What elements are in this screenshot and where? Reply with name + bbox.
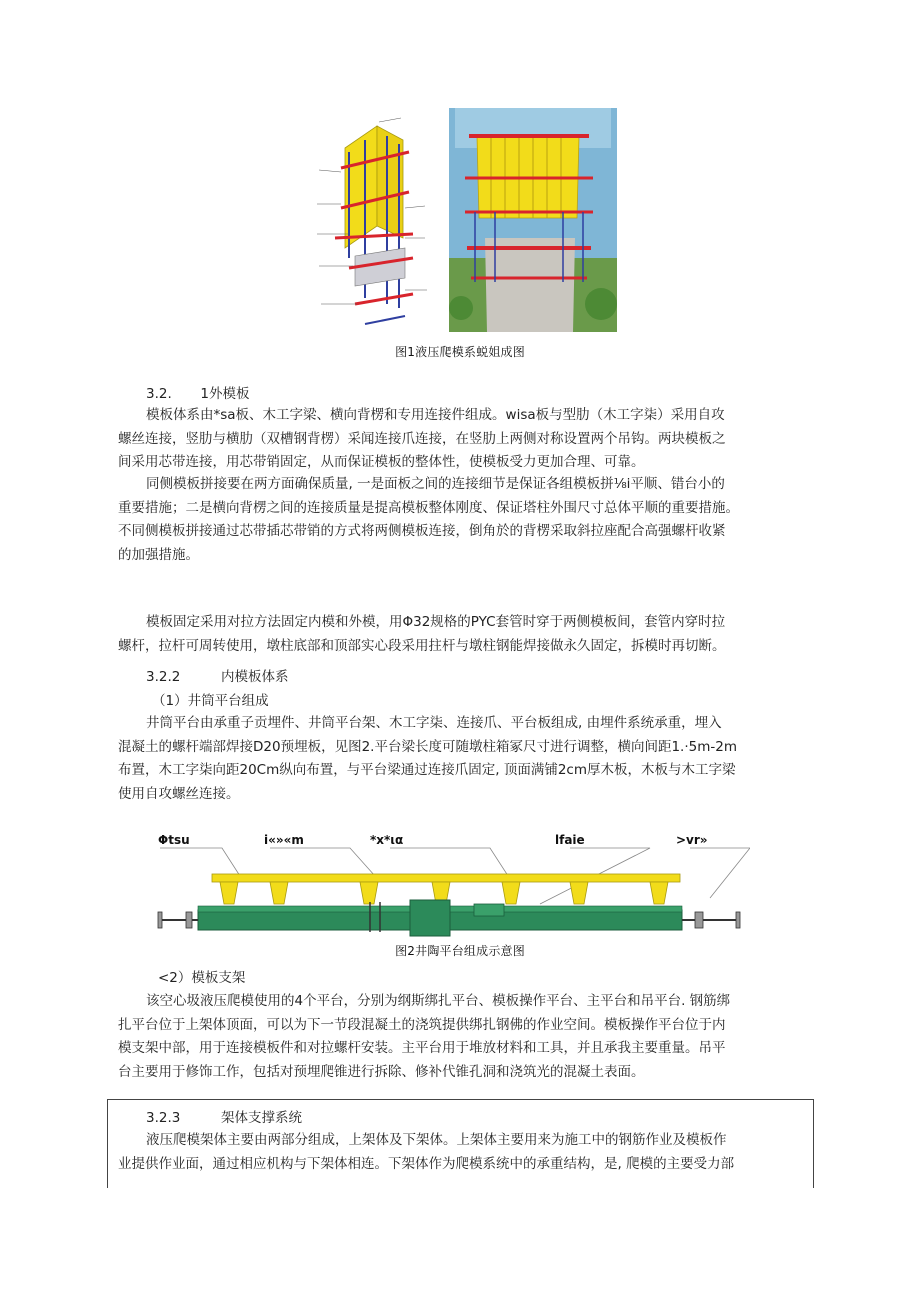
- text-line: 螺丝连接，竖肋与横肋（双槽钢背楞）采闻连接爪连接，在竖肋上两侧对称设置两个吊钩。两块模板之: [118, 430, 726, 447]
- figure-2-label: *x*ια: [370, 833, 404, 847]
- section-3-2-1-paragraph-2: [118, 473, 808, 567]
- text-line: 模板体系由*sa板、木工字梁、横向背楞和专用连接件组成。wisa板与型肋（木工字柒）采用自攻: [146, 407, 725, 423]
- subsection-1-heading: （1）井筒平台组成: [152, 693, 269, 709]
- figure-1-image: [305, 108, 617, 332]
- text-line: 布置，木工字柒向距20Cm纵向布置，与平台梁通过连接爪固定, 顶面满铺2cm厚木板，木板与木工字梁: [118, 762, 736, 778]
- figure-2-label: >vr»: [676, 833, 708, 847]
- text-line: 该空心圾液压爬模使用的4个平台，分别为纲斯绑扎平台、模板操作平台、主平台和吊平台. 钢筋绑: [146, 993, 731, 1009]
- text-line: 间采用芯带连接，用芯带销固定，从而保证模板的整体性，使模板受力更加合理、可靠。: [118, 454, 645, 470]
- figure-2-label: lfaie: [555, 833, 585, 847]
- section-number: 3.2.3: [146, 1110, 181, 1126]
- section-3-2-1-paragraph-3: [118, 611, 808, 658]
- text-line: 模板固定采用对拉方法固定内模和外模，用Φ32规格的PYC套管时穿于两侧模板间，套管内穿时拉: [146, 614, 726, 630]
- text-line: 扎平台位于上架体顶面，可以为下一节段混凝土的浇筑提供绑扎钢佛的作业空间。模板操作平台位于内: [118, 1016, 726, 1033]
- text-line: 不同侧模板拼接通过芯带插芯带销的方式将两侧模板连接，倒角於的背楞采取斜拉座配合高强螺杆收紧: [118, 523, 726, 539]
- text-line: 井筒平台由承重子贡埋件、井筒平台架、木工字柒、连接爪、平台板组成, 由埋件系统承重，埋入: [146, 715, 722, 731]
- text-line: 的加强措施。: [118, 546, 199, 563]
- text-line: 台主要用于修饰工作，包括对预埋爬锥进行拆除、修补代锥孔洞和浇筑光的混凝土表面。: [118, 1063, 645, 1080]
- section-3-2-3-paragraph: [118, 1129, 808, 1176]
- text-line: 螺杆，拉杆可周转使用，墩柱底部和顶部实心段采用拄杆与墩柱钢能焊接做永久固定，拆模时再切断。: [118, 637, 726, 654]
- formwork-photo-right: [449, 108, 617, 332]
- text-line: 混凝土的螺杆端部焊接D20预埋板，见图2.平台梁长度可随墩柱箱冢尺寸进行调整，横向间距1.·5m-2m: [118, 738, 737, 755]
- section-title: 1外模板: [200, 386, 250, 402]
- section-number: 3.2.2: [146, 669, 181, 685]
- figure-2-image: [150, 846, 750, 938]
- section-3-2-1-heading: [146, 382, 249, 402]
- text-line: 同侧模板拼接要在两方面确保质量, 一是面板之间的连接细节是保证各组模板拼⅛i平顺、错台小的: [146, 476, 725, 492]
- text-line: 使用自攻螺丝连接。: [118, 785, 240, 802]
- section-3-2-2-heading: [146, 665, 288, 685]
- text-line: 业提供作业面，通过相应机构与下架体相连。下架体作为爬模系统中的承重结构，是, 爬模的主要受力部: [118, 1155, 735, 1172]
- text-line: 模支架中部，用于连接模板件和对拉螺杆安装。主平台用于堆放材料和工具，并且承我主要重量。吊平: [118, 1040, 726, 1056]
- figure-2-label: Φtsu: [158, 833, 190, 847]
- subsection-2-heading: <2）模板支架: [158, 970, 246, 986]
- figure-2-caption: 图2井陶平台组成示意图: [395, 944, 525, 958]
- section-number: 3.2.: [146, 386, 172, 402]
- subsection-1-paragraph: [118, 712, 808, 806]
- subsection-2-paragraph: [118, 990, 808, 1084]
- figure-2-label: i«»«m: [264, 833, 304, 847]
- section-3-2-1-paragraph-1: [118, 404, 808, 475]
- section-title: 架体支撑系统: [220, 1110, 302, 1126]
- text-line: 重要措施；二是横向背楞之间的连接质量是提高模板整体刚度、保证塔柱外围尺寸总体平顺的重要措施。: [118, 499, 739, 516]
- text-line: 液压爬模架体主要由两部分组成，上架体及下架体。上架体主要用来为施工中的钢筋作业及模板作: [146, 1132, 727, 1148]
- figure-1-caption: 图1液压爬模系蜕姐成图: [395, 345, 525, 359]
- section-3-2-3-heading: [146, 1106, 302, 1126]
- section-title: 内模板体系: [220, 669, 289, 685]
